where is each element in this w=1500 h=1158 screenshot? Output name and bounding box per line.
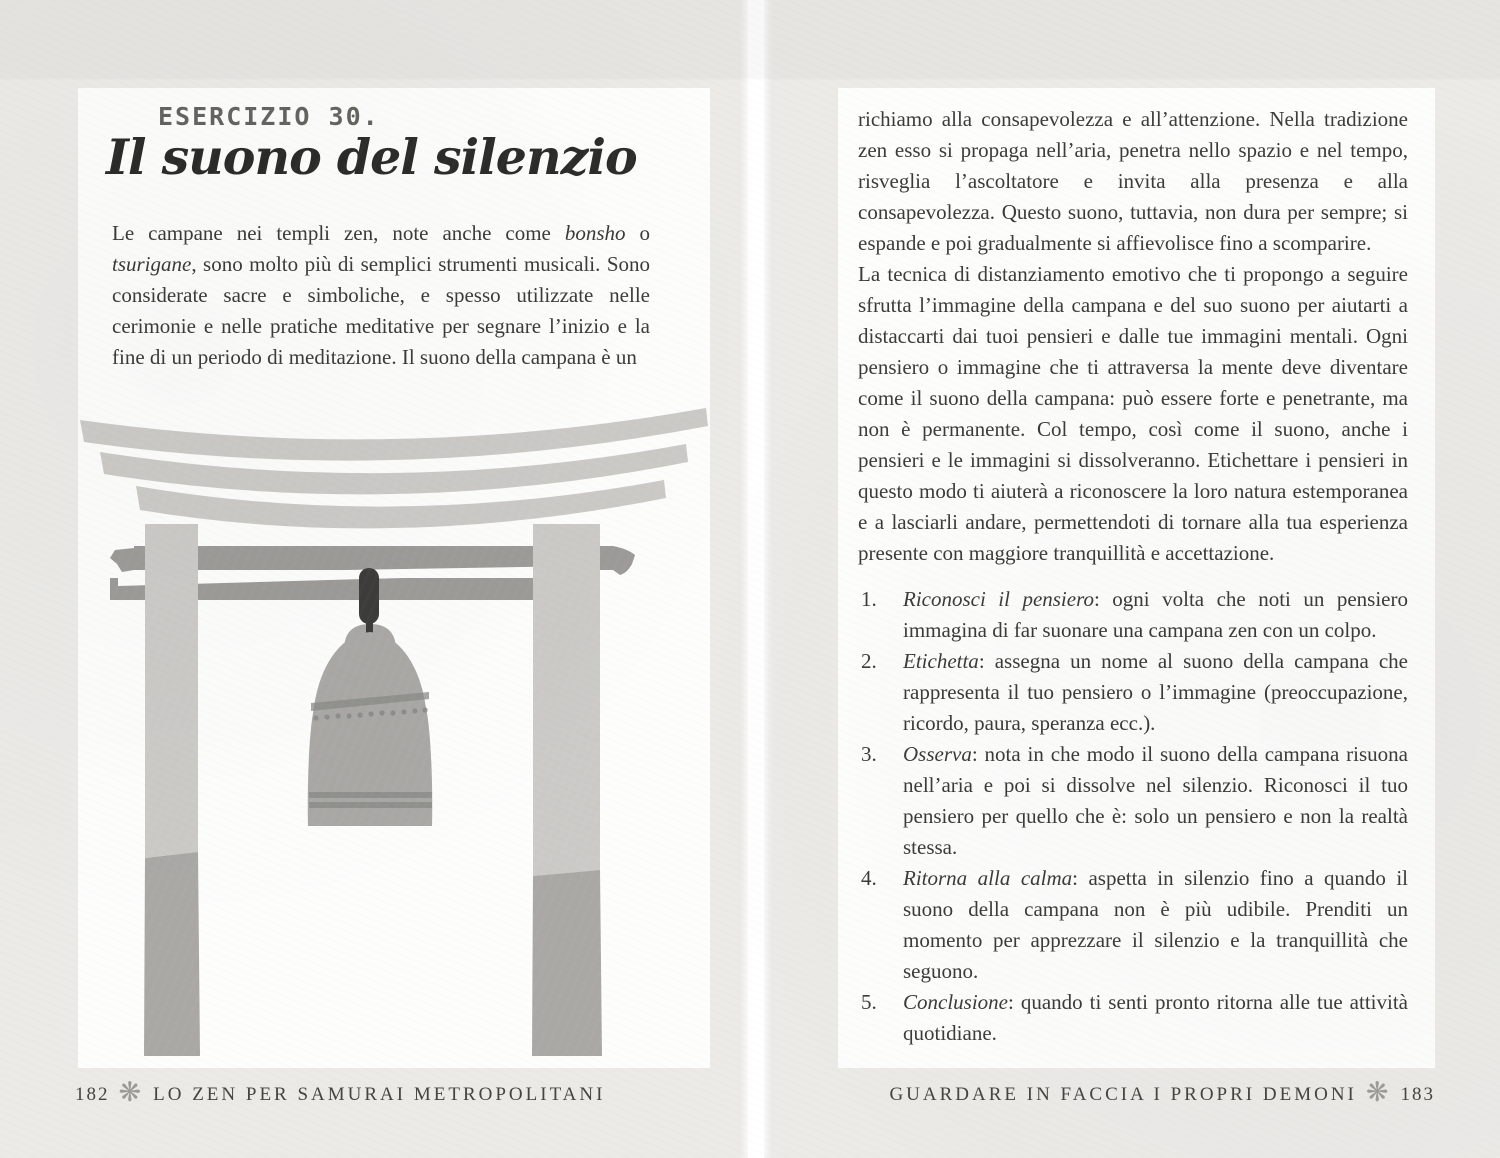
left-pillar-top xyxy=(145,524,198,858)
exercise-label: ESERCIZIO 30. xyxy=(158,102,380,131)
step-text: Osserva: nota in che modo il suono della campana risuona nell’aria e poi si dissolve nel silenzio. Riconosci il tuo pensiero per quello che è: solo un pensiero e non la realtà stessa. xyxy=(903,742,1408,859)
chapter-running-head: GUARDARE IN FACCIA I PROPRI DEMONI xyxy=(889,1083,1357,1105)
step-text: Ritorna alla calma: aspetta in silenzio fino a quando il suono della campana non è più udibile. Prenditi un momento per apprezzare il silenzio e la tranquillità che seguono. xyxy=(903,866,1408,983)
step-item xyxy=(858,863,1408,987)
italic-term: bonsho xyxy=(564,221,626,245)
paragraph-technique: La tecnica di distanziamento emotivo che ti propongo a seguire sfrutta l’immagine della campana e del suo suono per aiutarti a distaccarti dai tuoi pensieri e dalle tue immagini mentali. Ogni pensiero o immagine che ti attraversa la mente deve diventare come il suono della campana: può essere forte e penetrante, ma non è permanente. Col tempo, così come il suono, anche i pensieri e le immagini si dissolveranno. Etichettare i pensieri in questo modo ti aiuterà a riconoscere la loro natura estemporanea e a lasciarli andare, permettendoti di tornare alla tua esperienza presente con maggiore tranquillità e accettazione. xyxy=(858,262,1408,565)
step-lead: Conclusione xyxy=(903,990,1008,1014)
step-number: 3. xyxy=(861,742,877,766)
book-spine-gap xyxy=(748,0,764,1158)
step-item xyxy=(858,987,1408,1049)
page-right-footer xyxy=(889,1077,1435,1108)
page-number-right: 183 xyxy=(1400,1083,1435,1105)
bell-hanger-strap xyxy=(359,568,379,624)
step-number: 5. xyxy=(861,990,877,1014)
step-number: 1. xyxy=(861,587,877,611)
step-lead: Riconosci il pensiero xyxy=(903,587,1094,611)
step-item xyxy=(858,739,1408,863)
right-pillar-base xyxy=(532,870,602,1056)
right-pillar-top xyxy=(533,524,600,876)
page-number-left: 182 xyxy=(75,1083,110,1105)
text-run: Le campane nei templi zen, note anche come xyxy=(112,221,565,245)
page-right-content-area xyxy=(838,88,1435,1068)
step-text: Riconosci il pensiero: ogni volta che noti un pensiero immagina di far suonare una campana zen con un colpo. xyxy=(903,587,1408,642)
chapter-title: Il suono del silenzio xyxy=(106,128,637,186)
steps-list xyxy=(858,584,1408,1049)
crossbeam-right-cap xyxy=(613,546,635,575)
step-lead: Osserva xyxy=(903,742,972,766)
torii-bell-illustration xyxy=(78,400,710,1060)
italic-term: tsurigane xyxy=(112,252,192,276)
step-text: Conclusione: quando ti senti pronto ritorna alle tue attività quotidiane. xyxy=(903,990,1408,1045)
page-left xyxy=(0,0,748,1158)
left-pillar-base xyxy=(144,852,200,1056)
page-right xyxy=(764,0,1500,1158)
step-item xyxy=(858,646,1408,739)
step-item xyxy=(858,584,1408,646)
bell-lower-band-2 xyxy=(309,802,432,808)
right-text-column xyxy=(858,104,1408,1049)
book-title-running-head: LO ZEN PER SAMURAI METROPOLITANI xyxy=(153,1083,606,1105)
roof-top-slab xyxy=(80,408,708,461)
step-number: 2. xyxy=(861,649,877,673)
step-number: 4. xyxy=(861,866,877,890)
page-left-content-area xyxy=(78,88,710,1068)
step-lead: Ritorna alla calma xyxy=(903,866,1073,890)
intro-paragraph xyxy=(112,218,650,373)
text-run: , sono molto più di semplici strumenti musicali. Sono considerate sacre e simboliche, e spesso utilizzate nelle cerimonie e nelle pratiche meditative per segnare l’inizio e la fine di un periodo di meditazione. Il suono della campana è un xyxy=(112,252,650,369)
paragraph-continuation: richiamo alla consapevolezza e all’attenzione. Nella tradizione zen esso si propaga nell’aria, penetra nello spazio e nel tempo, risveglia l’ascoltatore e invita alla presenza e alla consapevolezza. Questo suono, tuttavia, non dura per sempre; si espande e poi gradualmente si affievolisce fino a scomparire. xyxy=(858,107,1408,255)
step-lead: Etichetta xyxy=(903,649,979,673)
flower-ornament-icon: ❋ xyxy=(118,1077,145,1108)
crossbeam-left-cap xyxy=(110,548,134,572)
text-run: o xyxy=(625,221,651,245)
flower-ornament-icon: ❋ xyxy=(1365,1077,1392,1108)
bell-lower-band-1 xyxy=(309,792,432,798)
step-text: Etichetta: assegna un nome al suono della campana che rappresenta il tuo pensiero o l’immagine (preoccupazione, ricordo, paura, speranza ecc.). xyxy=(903,649,1408,735)
page-left-footer xyxy=(75,1077,606,1108)
